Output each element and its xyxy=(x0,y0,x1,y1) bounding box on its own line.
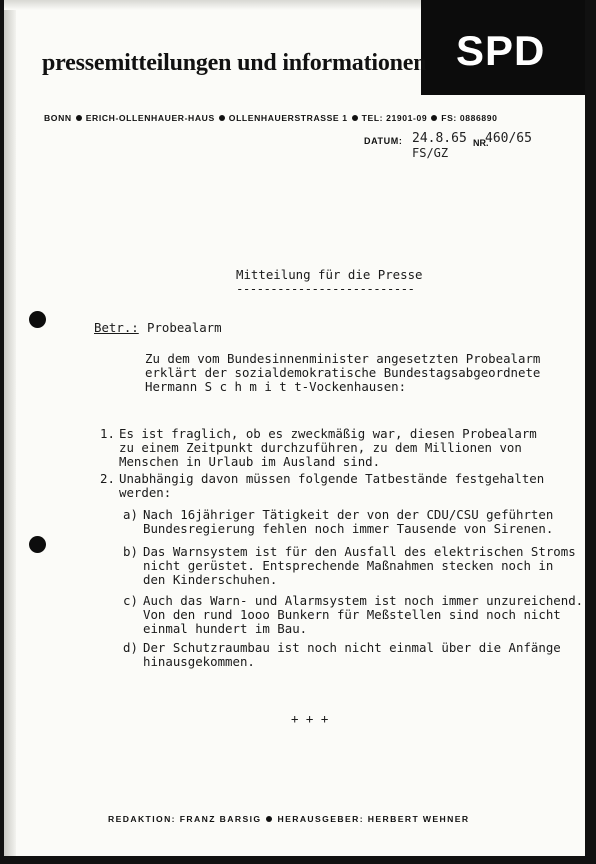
punch-hole xyxy=(29,311,46,328)
document-title: Mitteilung für die Presse xyxy=(236,267,423,282)
subpoint-line: hinausgekommen. xyxy=(143,654,255,669)
number-value: 460/65 xyxy=(485,131,532,146)
address-building: ERICH-OLLENHAUER-HAUS xyxy=(85,113,215,123)
intro-line: Hermann S c h m i t t-Vockenhausen: xyxy=(145,379,407,394)
bullet-dot xyxy=(266,816,272,822)
datum-label: DATUM: xyxy=(364,136,403,146)
point-line: Es ist fraglich, ob es zweckmäßig war, diesen Probealarm xyxy=(119,426,537,441)
press-release-page xyxy=(4,0,585,856)
point-line: Menschen in Urlaub im Ausland sind. xyxy=(119,454,381,469)
datum-value: 24.8.65 xyxy=(412,131,467,146)
point-line: zu einem Zeitpunkt durchzuführen, zu dem Millionen von xyxy=(119,440,522,455)
party-logo-text: SPD xyxy=(456,27,546,74)
subpoint-line: Nach 16jähriger Tätigkeit der von der CDU/CSU geführten xyxy=(143,507,554,522)
reference-code: FS/GZ xyxy=(412,146,449,160)
scan-edge-shadow xyxy=(4,0,16,856)
point-number: 2. xyxy=(100,471,115,486)
subpoint-line: Das Warnsystem ist für den Ausfall des elektrischen Stroms xyxy=(143,544,576,559)
subpoint-label: b) xyxy=(123,544,138,559)
subpoint-label: c) xyxy=(123,593,138,608)
subpoint-line: Von den rund 1ooo Bunkern für Meßstellen sind noch nicht xyxy=(143,607,561,622)
title-underline: -------------------------- xyxy=(236,281,415,296)
punch-hole xyxy=(29,536,46,553)
address-city: BONN xyxy=(44,113,72,123)
intro-line: Zu dem vom Bundesinnenminister angesetzten Probealarm xyxy=(145,351,541,366)
point-line: Unabhängig davon müssen folgende Tatbestände festgehalten xyxy=(119,471,545,486)
subpoint-line: Bundesregierung fehlen noch immer Tausende von Sirenen. xyxy=(143,521,554,536)
subpoint-line: nicht gerüstet. Entsprechende Maßnahmen stecken noch in xyxy=(143,558,554,573)
end-mark: + + + xyxy=(291,711,329,726)
footer-editor: REDAKTION: FRANZ BARSIG xyxy=(108,814,262,824)
address-line xyxy=(44,113,498,123)
subpoint-line: den Kinderschuhen. xyxy=(143,572,278,587)
subpoint-label: a) xyxy=(123,507,138,522)
footer-publisher: HERAUSGEBER: HERBERT WEHNER xyxy=(277,814,470,824)
point-number: 1. xyxy=(100,426,115,441)
subject-label: Betr.: xyxy=(94,320,139,335)
masthead-title: pressemitteilungen und informationen xyxy=(42,50,427,76)
intro-line: erklärt der sozialdemokratische Bundestagsabgeordnete xyxy=(145,365,541,380)
subpoint-label: d) xyxy=(123,640,138,655)
bullet-dot xyxy=(219,115,225,121)
address-street: OLLENHAUERSTRASSE 1 xyxy=(228,113,348,123)
bullet-dot xyxy=(352,115,358,121)
point-line: werden: xyxy=(119,485,172,500)
subject-text: Probealarm xyxy=(147,320,222,335)
bullet-dot xyxy=(431,115,437,121)
subpoint-line: einmal hundert im Bau. xyxy=(143,621,308,636)
bullet-dot xyxy=(76,115,82,121)
address-telex: FS: 0886890 xyxy=(441,113,498,123)
footer-line xyxy=(108,814,470,824)
subpoint-line: Der Schutzraumbau ist noch nicht einmal über die Anfänge xyxy=(143,640,561,655)
subpoint-line: Auch das Warn- und Alarmsystem ist noch immer unzureichend. xyxy=(143,593,584,608)
address-phone: TEL: 21901-09 xyxy=(361,113,428,123)
number-label: NR. xyxy=(473,138,489,148)
